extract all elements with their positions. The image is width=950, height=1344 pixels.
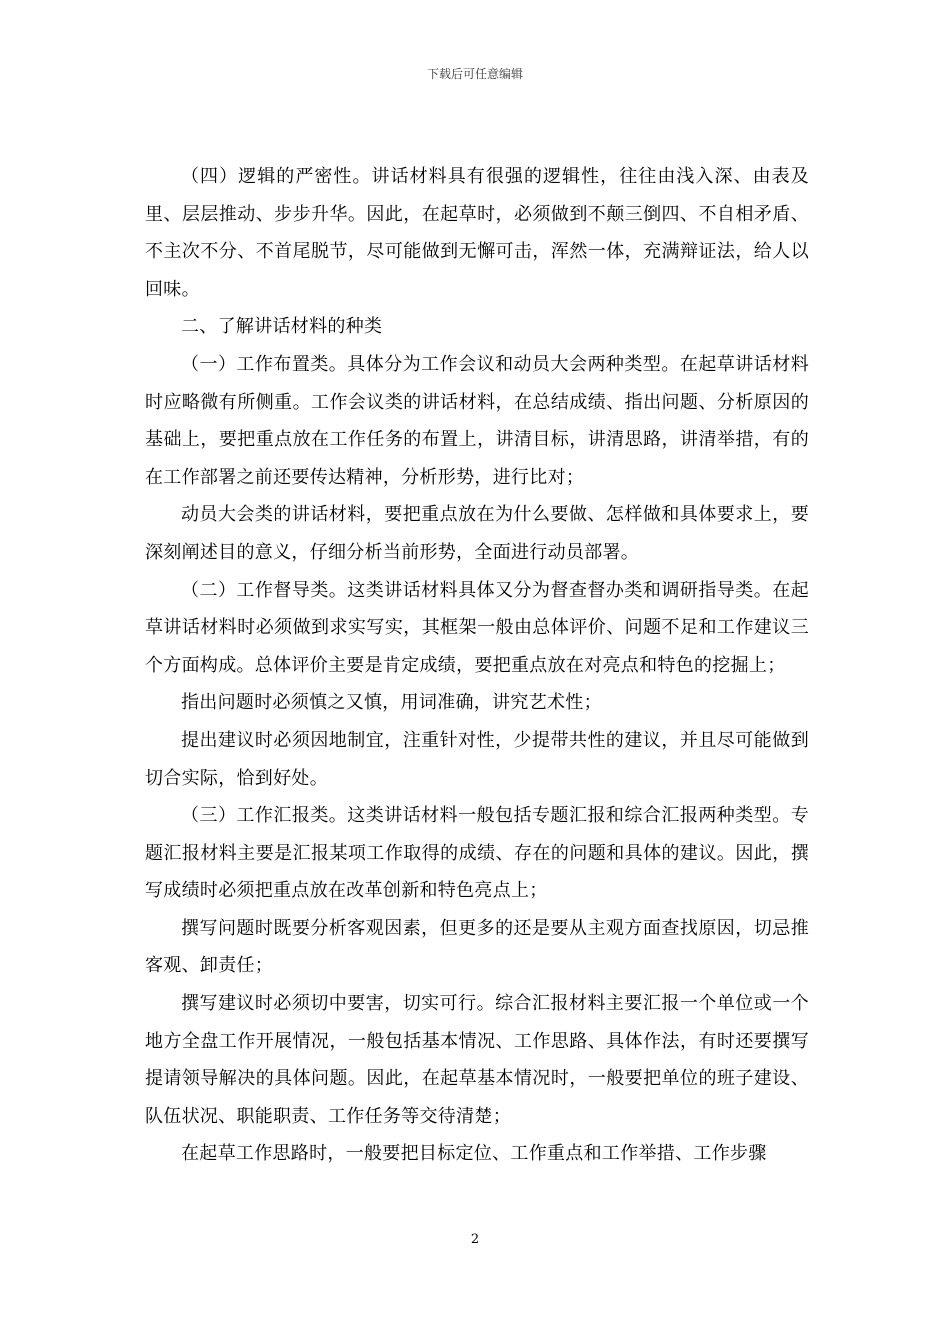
paragraph-mobilization-meeting: 动员大会类的讲话材料，要把重点放在为什么要做、怎样做和具体要求上，要深刻阐述目的意义，仔细分析当前形势，全面进行动员部署。 <box>145 504 809 563</box>
paragraph-work-ideas: 在起草工作思路时，一般要把目标定位、工作重点和工作举措、工作步骤 <box>181 1143 767 1165</box>
section-heading-speech-types: 二、了解讲话材料的种类 <box>181 316 383 338</box>
document-body <box>145 158 809 1173</box>
paragraph-work-supervision: （二）工作督导类。这类讲话材料具体又分为督查督办类和调研指导类。在起草讲话材料时必须做到求实写实，其框架一般由总体评价、问题不足和工作建议三个方面构成。总体评价主要是肯定成绩，要把重点放在对亮点和特色的挖掘上； <box>145 579 809 676</box>
page-header: 下载后可任意编辑 <box>426 67 523 81</box>
paragraph-work-report: （三）工作汇报类。这类讲话材料一般包括专题汇报和综合汇报两种类型。专题汇报材料主要是汇报某项工作取得的成绩、存在的问题和具体的建议。因此，撰写成绩时必须把重点放在改革创新和特色亮点上； <box>145 805 809 902</box>
page-number: 2 <box>470 1232 480 1247</box>
paragraph-write-problems: 撰写问题时既要分析客观因素，但更多的还是要从主观方面查找原因，切忌推客观、卸责任； <box>145 917 809 977</box>
paragraph-logic-rigor: （四）逻辑的严密性。讲话材料具有很强的逻辑性，往往由浅入深、由表及里、层层推动、步步升华。因此，在起草时，必须做到不颠三倒四、不自相矛盾、不主次不分、不首尾脱节，尽可能做到无懈可击，浑然一体，充满辩证法，给人以回味。 <box>145 166 809 300</box>
paragraph-write-suggestions: 撰写建议时必须切中要害，切实可行。综合汇报材料主要汇报一个单位或一个地方全盘工作开展情况，一般包括基本情况、工作思路、具体作法，有时还要撰写提请领导解决的具体问题。因此，在起草基本情况时，一般要把单位的班子建设、队伍状况、职能职责、工作任务等交待清楚； <box>145 993 809 1127</box>
paragraph-point-out-problems: 指出问题时必须慎之又慎，用词准确，讲究艺术性； <box>181 692 602 714</box>
paragraph-work-arrangement: （一）工作布置类。具体分为工作会议和动员大会两种类型。在起草讲话材料时应略微有所侧重。工作会议类的讲话材料，在总结成绩、指出问题、分析原因的基础上，要把重点放在工作任务的布置上，讲清目标，讲清思路，讲清举措，有的在工作部署之前还要传达精神，分析形势，进行比对； <box>145 353 809 488</box>
paragraph-suggestions: 提出建议时必须因地制宜，注重针对性，少提带共性的建议，并且尽可能做到切合实际，恰到好处。 <box>145 729 809 789</box>
